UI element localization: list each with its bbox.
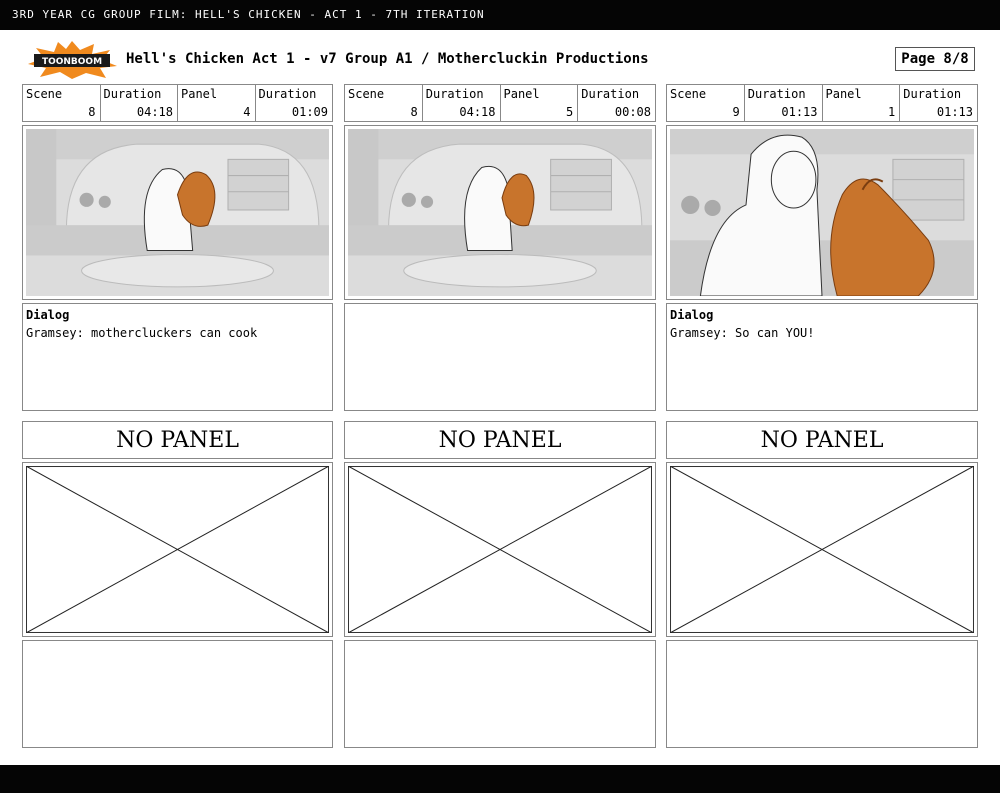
no-panel-label-2: NO PANEL [344,421,656,459]
storyboard-frame-3 [666,125,978,300]
dialog-box-2 [344,303,656,411]
empty-dialog-3 [666,640,978,748]
panel-duration-cell: Duration 01:09 [258,87,328,119]
empty-frame-2 [344,462,656,637]
scene-cell: Scene 8 [345,85,423,121]
no-panel-label-3: NO PANEL [666,421,978,459]
panel-info-2 [344,84,656,122]
panel-cell: Panel 1 [823,85,901,121]
empty-dialog-2 [344,640,656,748]
page-indicator: Page 8/8 [895,47,975,71]
dialog-heading: Dialog [670,308,714,322]
empty-dialog-1 [22,640,333,748]
no-panel-label-1: NO PANEL [22,421,333,459]
dialog-box-1 [22,303,333,411]
project-title: 3RD YEAR CG GROUP FILM: HELL'S CHICKEN - ACT 1 - 7TH ITERATION [12,8,485,21]
panel-duration-cell: Duration 00:08 [581,87,651,119]
dialog-heading: Dialog [26,308,70,322]
scene-cell: Scene 9 [667,85,745,121]
storyboard-frame-2 [344,125,656,300]
storyboard-frame-1 [22,125,333,300]
panel-duration-cell: Duration 01:13 [903,87,973,119]
panel-info-1 [22,84,333,122]
duration-cell: Duration 04:18 [423,85,501,121]
bottom-bar [0,765,1000,793]
dialog-text: Gramsey: So can YOU! [670,326,815,340]
dialog-text: Gramsey: mothercluckers can cook [26,326,258,340]
top-bar [0,0,1000,30]
panel-cell: Panel 5 [501,85,579,121]
toonboom-logo [26,40,118,80]
panel-info-3 [666,84,978,122]
duration-cell: Duration 04:18 [101,85,179,121]
panel-cell: Panel 4 [178,85,256,121]
empty-frame-3 [666,462,978,637]
scene-cell: Scene 8 [23,85,101,121]
empty-frame-1 [22,462,333,637]
logo-text: TOONBOOM [41,57,103,67]
storyboard-title: Hell's Chicken Act 1 - v7 Group A1 / Mothercluckin Productions [126,51,649,67]
dialog-box-3 [666,303,978,411]
duration-cell: Duration 01:13 [745,85,823,121]
